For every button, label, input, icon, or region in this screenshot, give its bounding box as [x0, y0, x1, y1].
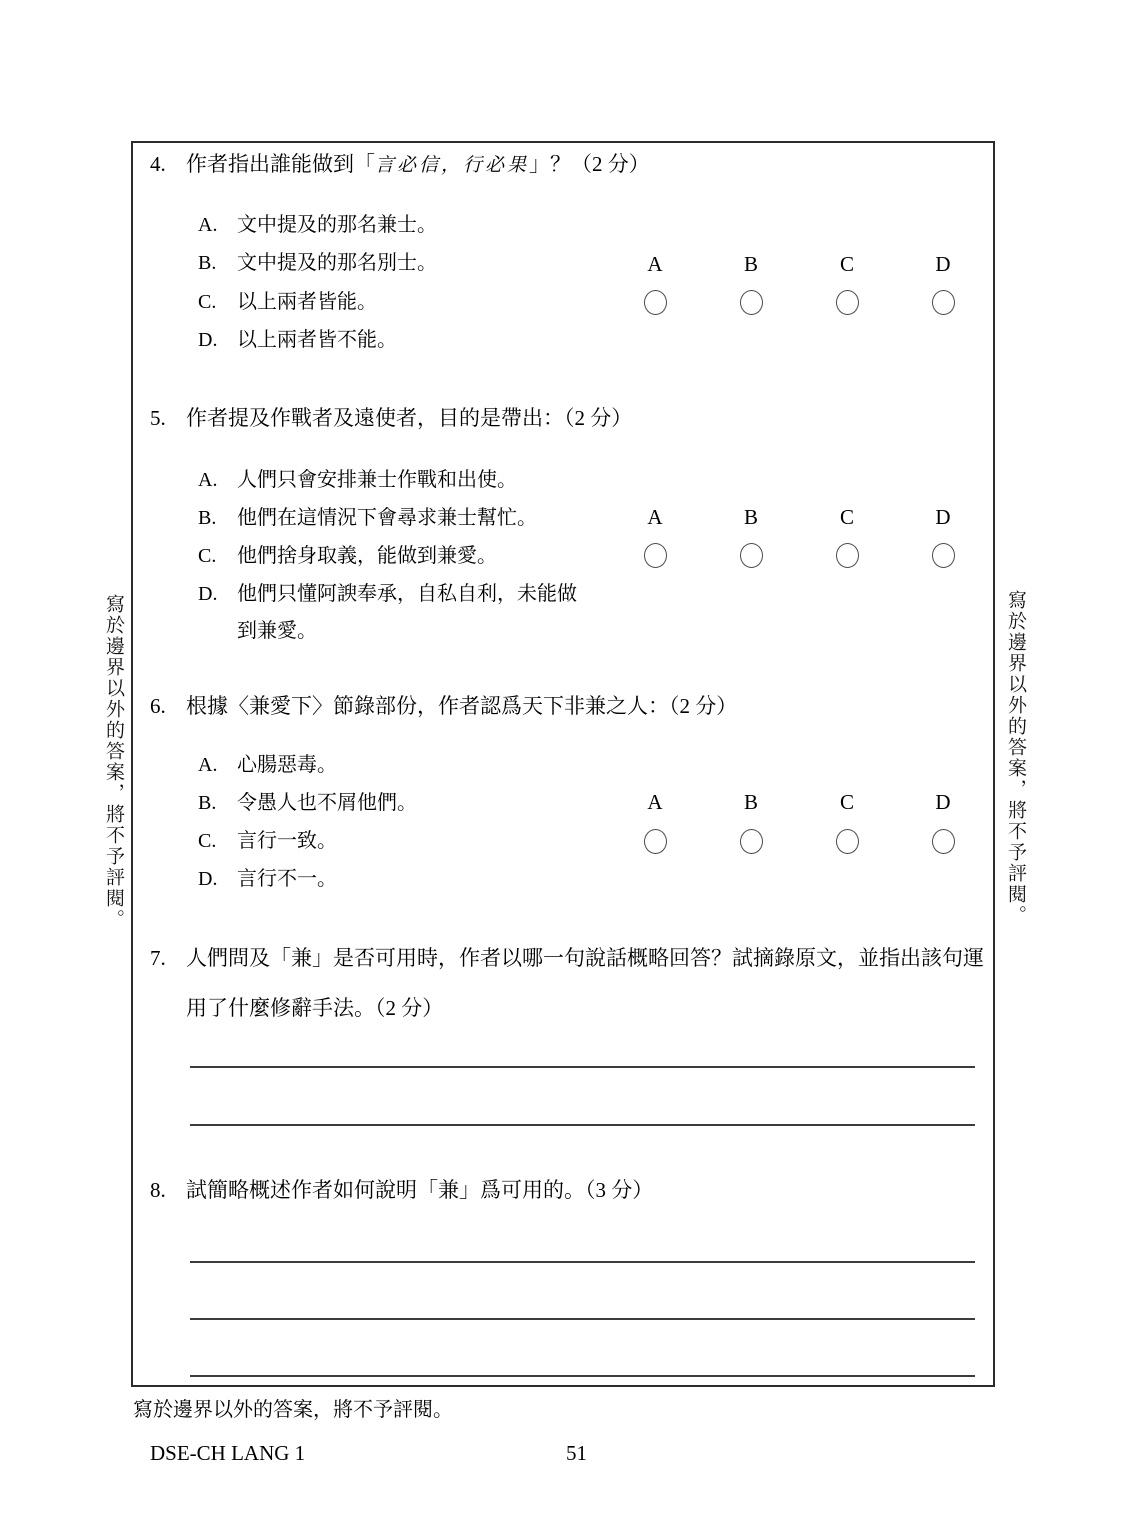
- answer-bubble-q6-a[interactable]: [644, 829, 667, 854]
- mcq-bubble-row-q6: [631, 829, 967, 854]
- answer-bubble-q5-a[interactable]: [644, 543, 667, 568]
- answer-bubble-q4-b[interactable]: [740, 290, 763, 315]
- answer-line-q7-2[interactable]: [190, 1124, 975, 1126]
- question-5-option-d: D. 他們只懂阿諛奉承，自私自利，未能做: [198, 583, 577, 605]
- answer-bubble-q4-d[interactable]: [932, 290, 955, 315]
- question-4-option-b: B. 文中提及的那名別士。: [198, 252, 437, 274]
- mcq-letter-row-q5: [631, 505, 967, 530]
- question-6-prompt: 根據〈兼愛下〉節錄部份，作者認爲天下非兼之人：（2 分）: [186, 694, 738, 718]
- mcq-letter-a: A: [647, 505, 663, 529]
- question-4-quote: 言必信，行必果: [375, 155, 530, 176]
- answer-bubble-q6-b[interactable]: [740, 829, 763, 854]
- mcq-letter-c: C: [839, 790, 854, 814]
- question-4-option-c: C. 以上兩者皆能。: [198, 291, 377, 313]
- question-7-prompt-line2: 用了什麼修辭手法。（2 分）: [186, 996, 444, 1020]
- question-8-number: 8.: [150, 1178, 166, 1202]
- mcq-letter-row-q4: [631, 252, 967, 277]
- answer-line-q8-2[interactable]: [190, 1318, 975, 1320]
- question-4-option-d: D. 以上兩者皆不能。: [198, 329, 397, 351]
- question-6-option-a: A. 心腸惡毒。: [198, 754, 337, 776]
- bottom-warning: 寫於邊界以外的答案，將不予評閱。: [133, 1399, 453, 1421]
- question-4-prompt: 作者指出誰能做到「言必信，行必果」？（2 分）: [186, 152, 650, 176]
- question-4-header: [150, 151, 650, 179]
- question-5-number: 5.: [150, 406, 166, 430]
- answer-line-q7-1[interactable]: [190, 1066, 975, 1068]
- question-4-option-a: A. 文中提及的那名兼士。: [198, 214, 437, 236]
- question-5-header: [150, 405, 632, 431]
- mcq-letter-b: B: [743, 505, 758, 529]
- answer-bubble-q4-c[interactable]: [836, 290, 859, 315]
- answer-bubble-q6-d[interactable]: [932, 829, 955, 854]
- question-7-prompt-line1: 人們問及「兼」是否可用時，作者以哪一句說話概略回答？試摘錄原文，並指出該句運: [186, 946, 984, 970]
- question-8-prompt: 試簡略概述作者如何說明「兼」爲可用的。（3 分）: [186, 1178, 654, 1202]
- answer-bubble-q4-a[interactable]: [644, 290, 667, 315]
- question-5-prompt: 作者提及作戰者及遠使者，目的是帶出：（2 分）: [186, 406, 633, 430]
- mcq-bubble-row-q5: [631, 543, 967, 568]
- mcq-letter-row-q6: [631, 790, 967, 815]
- answer-line-q8-3[interactable]: [190, 1375, 975, 1377]
- question-6-number: 6.: [150, 694, 166, 718]
- answer-boundary-box: [131, 141, 995, 1387]
- question-4-number: 4.: [150, 152, 166, 176]
- paper-code: DSE-CH LANG 1: [150, 1441, 306, 1465]
- question-5-option-a: A. 人們只會安排兼士作戰和出使。: [198, 469, 517, 491]
- left-margin-warning: 寫於邊界以外的答案，將不予評閱。: [103, 594, 124, 930]
- question-6-header: [150, 693, 737, 719]
- question-6-option-d: D. 言行不一。: [198, 868, 337, 890]
- answer-line-q8-1[interactable]: [190, 1261, 975, 1263]
- mcq-letter-d: D: [935, 505, 951, 529]
- mcq-letter-a: A: [647, 252, 663, 276]
- question-6-option-b: B. 令愚人也不屑他們。: [198, 792, 417, 814]
- answer-bubble-q5-d[interactable]: [932, 543, 955, 568]
- question-5-option-b: B. 他們在這情況下會尋求兼士幫忙。: [198, 507, 537, 529]
- mcq-letter-a: A: [647, 790, 663, 814]
- question-7-header: [150, 945, 984, 971]
- mcq-letter-c: C: [839, 252, 854, 276]
- answer-bubble-q5-b[interactable]: [740, 543, 763, 568]
- mcq-letter-c: C: [839, 505, 854, 529]
- mcq-letter-d: D: [935, 790, 951, 814]
- mcq-letter-b: B: [743, 252, 758, 276]
- mcq-letter-d: D: [935, 252, 951, 276]
- question-5-option-d-continued: 到兼愛。: [237, 620, 317, 642]
- question-8-header: [150, 1177, 653, 1203]
- answer-bubble-q6-c[interactable]: [836, 829, 859, 854]
- answer-bubble-q5-c[interactable]: [836, 543, 859, 568]
- question-6-option-c: C. 言行一致。: [198, 830, 337, 852]
- page-number: 51: [566, 1441, 587, 1465]
- mcq-letter-b: B: [743, 790, 758, 814]
- question-5-option-c: C. 他們捨身取義，能做到兼愛。: [198, 545, 497, 567]
- right-margin-warning: 寫於邊界以外的答案，將不予評閱。: [1005, 590, 1026, 926]
- question-7-number: 7.: [150, 946, 166, 970]
- mcq-bubble-row-q4: [631, 290, 967, 315]
